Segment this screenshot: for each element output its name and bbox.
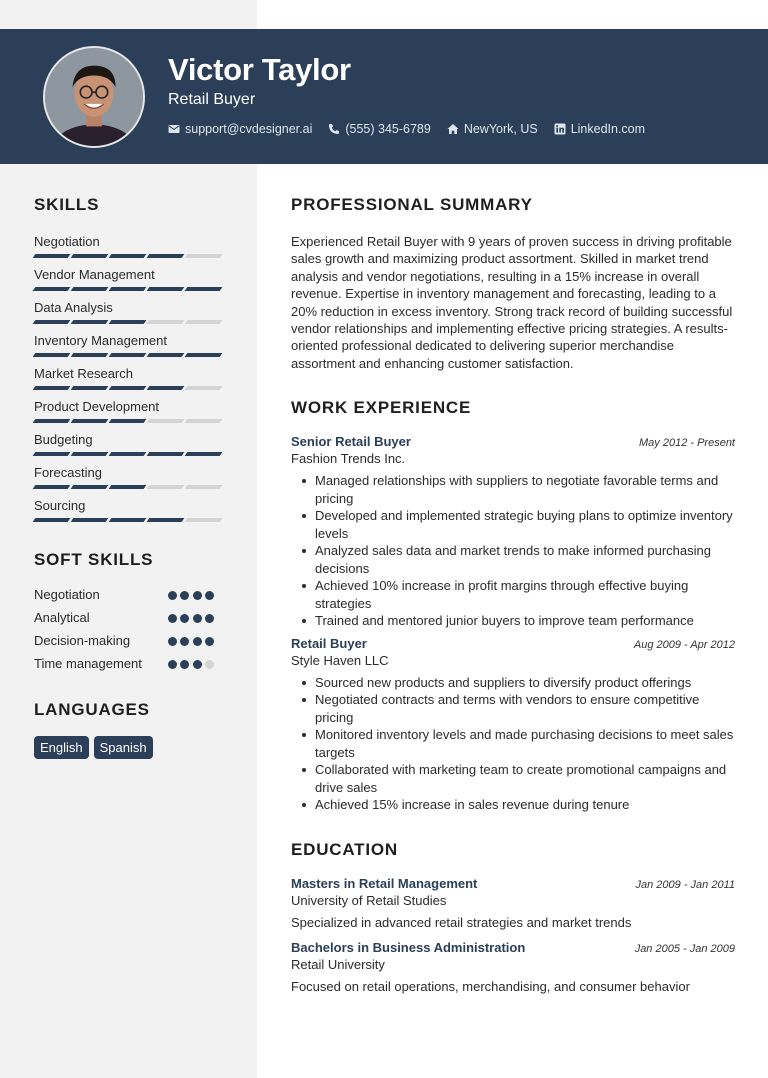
job-company: Fashion Trends Inc. [291, 451, 406, 467]
contact-email-text: support@cvdesigner.ai [185, 122, 313, 136]
soft-skill-level-dot [193, 591, 202, 600]
education-entry [291, 940, 735, 994]
skill-level-segment [185, 353, 223, 357]
skill-level-segment [147, 353, 185, 357]
education-header [291, 940, 735, 955]
languages-heading: LANGUAGES [34, 700, 150, 719]
main-content [291, 195, 735, 994]
skill-level-segment [33, 320, 71, 324]
job-bullet: Achieved 10% increase in profit margins through effective buying strategies [315, 577, 735, 612]
contact-linkedin-text: LinkedIn.com [570, 122, 646, 136]
job-header [291, 434, 735, 449]
skill-level-segment [147, 287, 185, 291]
skill-level-segment [71, 320, 109, 324]
sidebar [34, 195, 224, 759]
soft-skill-level-dot [205, 591, 214, 600]
soft-skill-item [34, 632, 214, 649]
skill-level-segment [109, 419, 147, 423]
education-degree: Bachelors in Business Administration [291, 939, 526, 955]
profile-photo [43, 46, 145, 148]
skill-level-segment [147, 254, 185, 258]
skill-level-segment [185, 320, 223, 324]
education-date: Jan 2005 - Jan 2009 [634, 942, 735, 955]
skill-item [34, 233, 224, 258]
soft-skill-level-dot [168, 591, 177, 600]
skill-level-segment [71, 452, 109, 456]
summary-text: Experienced Retail Buyer with 9 years of proven success in driving profitable sales growth and maximizing product assortment. Skilled in market trend analysis and vendor negotiations, resulting in a 15% increase in overall revenue. Expertise in inventory management and forecasting, leading to a 20% reduction in excess inventory. Strong track record of building successful vendor relationships and implementing effective pricing strategies. A results-oriented professional dedicated to delivering superior merchandise assortment and enhancing customer satisfaction. [291, 234, 733, 371]
skill-level-bars [34, 353, 224, 357]
soft-skill-level-dot [205, 614, 214, 623]
contact-phone-text: (555) 345-6789 [345, 122, 431, 136]
education-date: Jan 2009 - Jan 2011 [635, 878, 735, 891]
skill-level-segment [185, 452, 223, 456]
skill-item [34, 332, 224, 357]
skill-level-segment [33, 452, 71, 456]
skill-level-segment [109, 452, 147, 456]
soft-skill-level-dot [180, 660, 189, 669]
job-entry [291, 636, 735, 814]
skill-item [34, 497, 224, 522]
job-title: Retail Buyer [291, 635, 367, 651]
soft-skill-level-dot [193, 637, 202, 646]
home-icon [447, 123, 459, 135]
soft-skill-level-dot [193, 660, 202, 669]
skill-level-segment [33, 485, 71, 489]
soft-skill-item [34, 586, 214, 603]
skill-name: Negotiation [34, 234, 100, 249]
skill-item [34, 431, 224, 456]
skill-level-segment [147, 485, 185, 489]
skill-level-segment [71, 386, 109, 390]
job-bullet: Achieved 15% increase in sales revenue during tenure [315, 796, 735, 814]
skill-level-segment [71, 254, 109, 258]
job-company: Style Haven LLC [291, 652, 389, 668]
work-heading: WORK EXPERIENCE [291, 398, 472, 418]
skill-level-segment [33, 353, 71, 357]
work-list [291, 434, 735, 814]
skill-name: Data Analysis [34, 300, 113, 315]
skill-level-segment [109, 254, 147, 258]
skill-level-bars [34, 419, 224, 423]
skill-level-segment [71, 485, 109, 489]
skill-level-segment [109, 518, 147, 522]
soft-skill-level-dot [180, 637, 189, 646]
skill-level-bars [34, 452, 224, 456]
education-description: Specialized in advanced retail strategies and market trends [291, 914, 632, 930]
skills-heading: SKILLS [34, 195, 100, 214]
skill-level-segment [147, 452, 185, 456]
skill-level-segment [185, 254, 223, 258]
skill-level-segment [71, 518, 109, 522]
skill-level-segment [33, 419, 71, 423]
skill-name: Product Development [34, 399, 160, 414]
soft-skill-item [34, 609, 214, 626]
summary-heading: PROFESSIONAL SUMMARY [291, 195, 533, 214]
education-entry [291, 876, 735, 930]
job-bullet: Sourced new products and suppliers to diversify product offerings [315, 674, 735, 692]
skill-level-segment [185, 485, 223, 489]
avatar-portrait-icon [45, 48, 143, 146]
skill-level-segment [71, 419, 109, 423]
skill-level-segment [109, 287, 147, 291]
job-bullet: Monitored inventory levels and made purchasing decisions to meet sales targets [315, 727, 734, 760]
soft-skill-level-dot [168, 660, 177, 669]
skill-level-segment [185, 419, 223, 423]
job-bullets [315, 472, 735, 630]
soft-skill-name: Negotiation [34, 587, 100, 602]
skill-level-bars [34, 254, 224, 258]
contact-linkedin[interactable] [554, 122, 645, 136]
soft-skill-level-dot [180, 591, 189, 600]
job-date: Aug 2009 - Apr 2012 [633, 638, 735, 651]
soft-skill-level-dots [164, 655, 214, 672]
soft-skill-level-dots [164, 586, 214, 603]
contact-location [447, 122, 538, 136]
skill-name: Vendor Management [34, 267, 155, 282]
soft-skill-level-dots [164, 609, 214, 626]
skill-level-segment [33, 254, 71, 258]
soft-skill-level-dot [168, 614, 177, 623]
skill-level-segment [147, 320, 185, 324]
job-bullet: Analyzed sales data and market trends to make informed purchasing decisions [315, 542, 735, 577]
skill-name: Inventory Management [34, 333, 167, 348]
soft-skill-name: Analytical [34, 610, 90, 625]
skill-level-bars [34, 287, 224, 291]
job-bullet: Trained and mentored junior buyers to improve team performance [315, 612, 735, 630]
skill-name: Forecasting [34, 465, 102, 480]
education-header [291, 876, 735, 891]
job-bullet: Negotiated contracts and terms with vendors to ensure competitive pricing [315, 691, 735, 726]
skills-list [34, 233, 224, 522]
soft-skill-level-dot [205, 660, 214, 669]
job-bullets [315, 674, 735, 814]
education-heading: EDUCATION [291, 839, 398, 859]
skill-level-bars [34, 320, 224, 324]
language-badge: Spanish [94, 736, 153, 759]
skill-item [34, 299, 224, 324]
skill-level-segment [71, 287, 109, 291]
soft-skill-name: Decision-making [34, 633, 131, 648]
soft-skill-level-dot [168, 637, 177, 646]
skill-level-segment [147, 419, 185, 423]
education-school: Retail University [291, 956, 385, 972]
skill-name: Budgeting [34, 432, 93, 447]
education-description: Focused on retail operations, merchandising, and consumer behavior [291, 978, 690, 994]
soft-skill-level-dot [193, 614, 202, 623]
job-entry [291, 434, 735, 630]
job-date: May 2012 - Present [639, 437, 735, 450]
candidate-name: Victor Taylor [168, 52, 351, 87]
skill-level-segment [147, 518, 185, 522]
skill-level-segment [109, 320, 147, 324]
languages-list [34, 736, 224, 759]
skill-level-bars [34, 518, 224, 522]
job-bullet: Managed relationships with suppliers to negotiate favorable terms and pricing [315, 472, 735, 507]
soft-skill-item [34, 655, 214, 672]
contact-email[interactable] [168, 122, 312, 136]
soft-skill-level-dot [205, 637, 214, 646]
skill-item [34, 398, 224, 423]
skill-item [34, 464, 224, 489]
soft-skill-name: Time management [34, 656, 142, 671]
contact-phone[interactable] [328, 122, 430, 136]
candidate-role: Retail Buyer [168, 91, 256, 108]
soft-skills-list [34, 586, 224, 672]
linkedin-icon [554, 123, 566, 135]
phone-icon [328, 123, 340, 135]
skill-level-segment [71, 353, 109, 357]
skill-level-segment [109, 386, 147, 390]
soft-skill-level-dot [180, 614, 189, 623]
soft-skill-level-dots [164, 632, 214, 649]
job-bullet: Developed and implemented strategic buying plans to optimize inventory levels [315, 507, 735, 542]
skill-item [34, 266, 224, 291]
skill-level-segment [185, 287, 223, 291]
contact-location-text: NewYork, US [463, 122, 538, 136]
skill-name: Sourcing [34, 498, 86, 513]
education-list [291, 876, 735, 994]
skill-level-segment [109, 353, 147, 357]
skill-level-segment [147, 386, 185, 390]
education-school: University of Retail Studies [291, 892, 447, 908]
skill-level-segment [109, 485, 147, 489]
envelope-icon [168, 123, 180, 135]
job-bullet: Collaborated with marketing team to create promotional campaigns and drive sales [315, 761, 735, 796]
language-badge: English [34, 736, 89, 759]
skill-level-segment [33, 287, 71, 291]
skill-level-segment [33, 386, 71, 390]
skill-level-segment [185, 386, 223, 390]
job-title: Senior Retail Buyer [291, 434, 411, 450]
skill-item [34, 365, 224, 390]
skill-level-bars [34, 386, 224, 390]
soft-skills-heading: SOFT SKILLS [34, 550, 154, 569]
skill-level-bars [34, 485, 224, 489]
job-header [291, 636, 735, 651]
skill-level-segment [185, 518, 223, 522]
contact-list [168, 122, 661, 136]
education-degree: Masters in Retail Management [291, 875, 478, 891]
skill-level-segment [33, 518, 71, 522]
skill-name: Market Research [34, 366, 133, 381]
